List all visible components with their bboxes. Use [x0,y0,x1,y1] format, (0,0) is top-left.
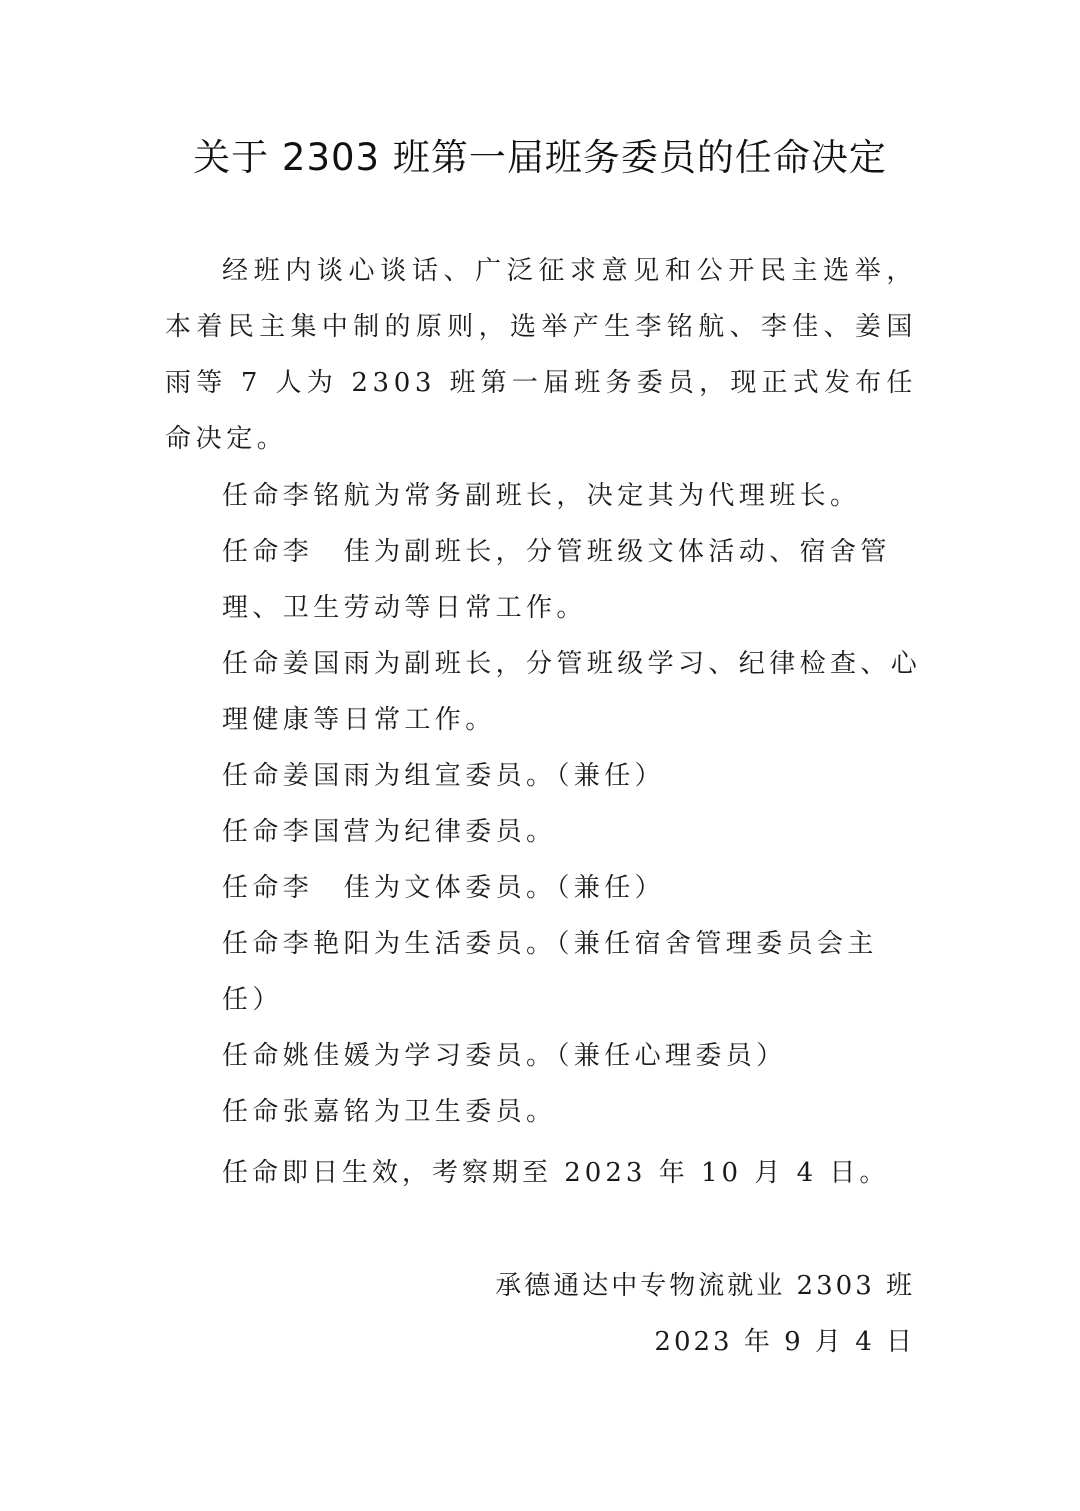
intro-paragraph: 经班内谈心谈话、广泛征求意见和公开民主选举，本着民主集中制的原则，选举产生李铭航、李佳、姜国雨等 7 人为 2303 班第一届班务委员，现正式发布任命决定。 [165,256,917,454]
appointment-item: 任命姜国雨为组宣委员。（兼任） [222,761,666,791]
effective-statement: 任命即日生效，考察期至 2023 年 10 月 4 日。 [222,1158,890,1188]
signature-date: 2023 年 9 月 4 日 [654,1327,915,1357]
appointment-item: 任命张嘉铭为卫生委员。 [222,1097,557,1127]
appointment-item: 任命李 佳为文体委员。（兼任） [222,873,666,903]
signature-block [495,1258,915,1370]
appointment-item: 任命李铭航为常务副班长，决定其为代理班长。 [222,481,861,511]
appointment-list [222,468,922,1140]
signature-organization: 承德通达中专物流就业 2303 班 [495,1271,915,1301]
appointment-item: 任命李国营为纪律委员。 [222,817,557,847]
appointment-item: 任命李 佳为副班长，分管班级文体活动、宿舍管理、卫生劳动等日常工作。 [222,537,891,623]
appointment-item: 任命姚佳媛为学习委员。（兼任心理委员） [222,1041,787,1071]
appointment-item: 任命姜国雨为副班长，分管班级学习、纪律检查、心理健康等日常工作。 [222,649,922,735]
appointment-item: 任命李艳阳为生活委员。（兼任宿舍管理委员会主任） [222,929,878,1015]
document-title: 关于 2303 班第一届班务委员的任命决定 [193,136,887,179]
